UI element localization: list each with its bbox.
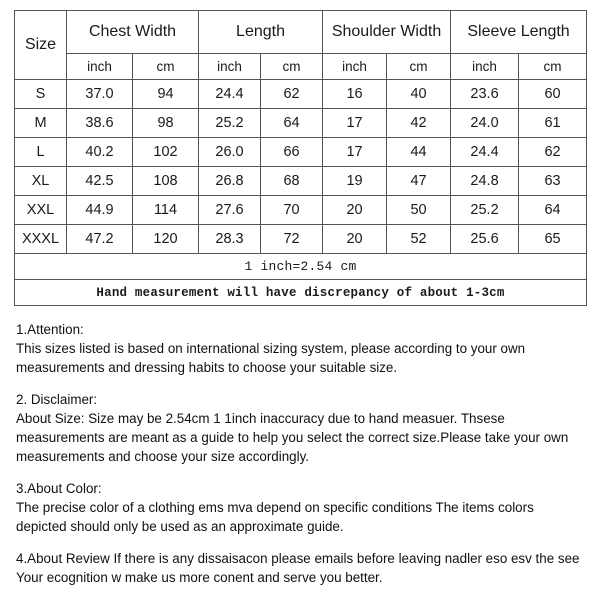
unit-cell: inch — [199, 54, 261, 80]
table-unit-row — [15, 54, 587, 80]
header-sleeve-length: Sleeve Length — [451, 11, 587, 54]
table-cell: 20 — [323, 196, 387, 225]
table-cell: 52 — [387, 225, 451, 254]
table-cell: 64 — [261, 109, 323, 138]
table-row — [15, 80, 587, 109]
table-cell: 47 — [387, 167, 451, 196]
table-cell: 61 — [519, 109, 587, 138]
unit-cell: inch — [67, 54, 133, 80]
table-cell: 27.6 — [199, 196, 261, 225]
unit-cell: inch — [323, 54, 387, 80]
table-cell: 44 — [387, 138, 451, 167]
note-disclaimer — [16, 390, 584, 466]
table-cell: 24.4 — [199, 80, 261, 109]
table-row — [15, 138, 587, 167]
table-cell: 50 — [387, 196, 451, 225]
table-cell: 47.2 — [67, 225, 133, 254]
table-cell: 17 — [323, 109, 387, 138]
note-about-review — [16, 549, 584, 587]
table-cell: 40.2 — [67, 138, 133, 167]
note-body: This sizes listed is based on international sizing system, please according to your own measurements and dressing habits to choose your suitable size. — [16, 341, 526, 376]
table-cell: 42.5 — [67, 167, 133, 196]
table-cell: 72 — [261, 225, 323, 254]
table-cell: 37.0 — [67, 80, 133, 109]
table-cell: 26.8 — [199, 167, 261, 196]
unit-cell: inch — [451, 54, 519, 80]
row-size-label: XXL — [15, 196, 67, 225]
inch-conversion-note: 1 inch=2.54 cm — [15, 254, 587, 280]
note-body: The precise color of a clothing ems mva depend on specific conditions The items colors depicted should only be used as an approximate guide. — [16, 500, 534, 535]
table-cell: 17 — [323, 138, 387, 167]
table-cell: 20 — [323, 225, 387, 254]
table-cell: 66 — [261, 138, 323, 167]
note-title: 1.Attention: — [16, 322, 84, 337]
size-chart-table — [14, 10, 587, 306]
note-body: About Size: Size may be 2.54cm 1 1inch inaccuracy due to hand measuer. Thsese measurements are meant as a guide to help you select the correct size.Please take your own measurements and choose your size accordingly. — [16, 411, 569, 465]
table-cell: 114 — [133, 196, 199, 225]
note-attention — [16, 320, 584, 377]
row-size-label: XL — [15, 167, 67, 196]
note-about-color — [16, 479, 584, 536]
table-header-row — [15, 11, 587, 54]
table-cell: 19 — [323, 167, 387, 196]
table-cell: 24.8 — [451, 167, 519, 196]
table-cell: 16 — [323, 80, 387, 109]
notes-section — [14, 320, 586, 587]
table-cell: 102 — [133, 138, 199, 167]
table-cell: 68 — [261, 167, 323, 196]
table-cell: 23.6 — [451, 80, 519, 109]
table-cell: 28.3 — [199, 225, 261, 254]
table-cell: 42 — [387, 109, 451, 138]
note-body: 4.About Review If there is any dissaisacon please emails before leaving nadler eso esv the see Your ecognition w make us more conent and serve you better. — [16, 551, 580, 586]
row-size-label: S — [15, 80, 67, 109]
table-cell: 38.6 — [67, 109, 133, 138]
table-cell: 25.6 — [451, 225, 519, 254]
note-title: 3.About Color: — [16, 481, 102, 497]
unit-cell: cm — [387, 54, 451, 80]
header-chest-width: Chest Width — [67, 11, 199, 54]
table-row — [15, 109, 587, 138]
table-cell: 62 — [261, 80, 323, 109]
table-cell: 70 — [261, 196, 323, 225]
table-cell: 98 — [133, 109, 199, 138]
table-cell: 65 — [519, 225, 587, 254]
unit-cell: cm — [519, 54, 587, 80]
table-row — [15, 196, 587, 225]
table-cell: 40 — [387, 80, 451, 109]
row-size-label: M — [15, 109, 67, 138]
header-shoulder-width: Shoulder Width — [323, 11, 451, 54]
table-row — [15, 167, 587, 196]
row-size-label: L — [15, 138, 67, 167]
table-cell: 64 — [519, 196, 587, 225]
note-title: 2. Disclaimer: — [16, 392, 98, 408]
table-cell: 24.0 — [451, 109, 519, 138]
table-cell: 25.2 — [199, 109, 261, 138]
table-cell: 25.2 — [451, 196, 519, 225]
table-cell: 24.4 — [451, 138, 519, 167]
table-footnote-row — [15, 280, 587, 306]
unit-cell: cm — [261, 54, 323, 80]
header-length: Length — [199, 11, 323, 54]
table-cell: 60 — [519, 80, 587, 109]
table-cell: 120 — [133, 225, 199, 254]
table-footnote-row — [15, 254, 587, 280]
row-size-label: XXXL — [15, 225, 67, 254]
table-cell: 63 — [519, 167, 587, 196]
unit-cell: cm — [133, 54, 199, 80]
hand-measurement-note: Hand measurement will have discrepancy of about 1-3cm — [15, 280, 587, 306]
table-cell: 94 — [133, 80, 199, 109]
table-cell: 62 — [519, 138, 587, 167]
header-size: Size — [15, 11, 67, 80]
table-cell: 26.0 — [199, 138, 261, 167]
table-cell: 108 — [133, 167, 199, 196]
table-cell: 44.9 — [67, 196, 133, 225]
table-row — [15, 225, 587, 254]
